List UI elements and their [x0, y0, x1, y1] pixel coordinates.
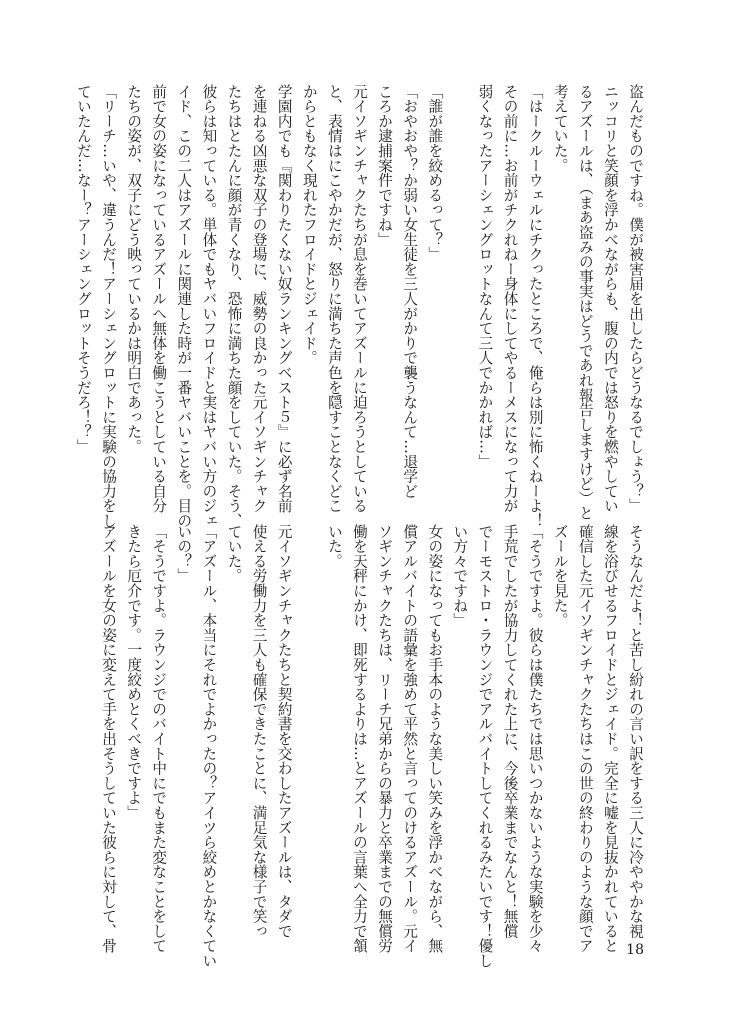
text-line: 「そうですよ。ラウンジでのバイト中にでもまた変なことをして: [150, 524, 168, 954]
text-line: るアズールは、（まあ盗みの事実はどうであれ報告しますけど）と: [576, 84, 594, 521]
text-line: でーモストロ・ラウンジでアルバイトしてくれるみたいです！優し: [476, 524, 494, 968]
text-line: たちはとたんに顔が青くなり、恐怖に満ちた顔をしていた。そう、: [225, 84, 243, 528]
upper-text-block: [74, 84, 648, 528]
text-line: 女の姿になってもお手本のような美しい笑みを浮かべながら、無: [426, 524, 444, 954]
text-line: い方々ですね」: [451, 524, 469, 628]
text-line: 「アズール、本当にそれでよかったの？アイツら絞めとかなくてい: [200, 524, 218, 968]
text-line: その前に…お前がチクれねー身体にしてやるーメスになって力が: [501, 84, 519, 514]
text-line: ソギンチャクたちは、リーチ兄弟からの暴力と卒業までの無償労: [376, 524, 394, 954]
text-line: たちの姿が、双子にどう映っているかは明白であった。: [125, 84, 143, 454]
text-line: いの？」: [175, 524, 193, 584]
page-number: 18: [626, 942, 644, 958]
text-line: ズールを見た。: [551, 524, 569, 628]
text-line: ていた。: [225, 524, 243, 584]
text-line: と、表情はにこやかだが、怒りに満ちた声色を隠すことなくどこ: [325, 84, 343, 514]
text-line: 使える労働力を三人も確保できたことに、満足気な様子で笑っ: [250, 524, 268, 939]
text-line: 「はークルーウェルにチクったところで、俺らは別に怖くねーよ！: [526, 84, 544, 528]
text-line: そうなんだよ！と苦し紛れの言い訳をする三人に冷ややかな視: [627, 524, 644, 939]
text-line: 考えていた。: [551, 84, 569, 173]
text-line: 償アルバイトの語彙を強めて平然と言ってのけるアズール。元イ: [401, 524, 419, 954]
text-line: アズールを女の姿に変えて手を出そうしていた彼らに対して、骨: [100, 524, 118, 954]
text-line: 弱くなったアーシェングロットなんて三人でかかれば…」: [476, 84, 494, 469]
text-line: きたら厄介です。一度絞めとくべきですよ」: [125, 524, 143, 820]
text-line: 「誰が誰を絞めるって？」: [426, 84, 444, 262]
text-line: ていたんだ…なー？アーシェングロットそうだろ！？」: [74, 84, 92, 454]
text-line: 「リーチ…いや、違うんだ！アーシェングロットに実験の協力をし: [100, 84, 118, 528]
text-line: ころか逮捕案件ですね」: [376, 84, 394, 247]
text-line: 「おやおや？か弱い女生徒を三人がかりで襲うなんて…退学ど: [401, 84, 419, 499]
text-line: からともなく現れたフロイドとジェイド。: [300, 84, 318, 366]
text-line: 彼らは知っている。単体でもヤバいフロイドと実はヤバい方のジェ: [200, 84, 218, 528]
text-line: 確信した元イソギンチャクたちはこの世の終わりのような顔でア: [576, 524, 594, 954]
text-line: イド、この二人はアズールに関連した時が一番ヤバいことを。目の: [175, 84, 193, 528]
text-line: 線を浴びせるフロイドとジェイド。完全に嘘を見抜かれていると: [601, 524, 619, 954]
text-line: いた。: [325, 524, 343, 569]
text-line: 盗んだものですね。僕が被害届を出したらどうなるでしょう？」: [627, 84, 644, 514]
text-line: 前で女の姿になっているアズールへ無体を働こうとしている自分: [150, 84, 168, 514]
text-line: [447, 84, 472, 504]
text-line: 手荒でしたが協力してくれた上に、今後卒業までなんと！無償: [501, 524, 519, 939]
text-line: [297, 524, 322, 924]
text-line: ニッコリと笑顔を浮かべながらも、腹の内では怒りを燃やしてい: [601, 84, 619, 514]
text-line: 働を天秤にかけ、即死するよりは…とアズールの言葉へ全力で頷: [350, 524, 368, 954]
text-line: を連ねる凶悪な双子の登場に、威勢の良かった元イソギンチャク: [250, 84, 268, 514]
text-line: 元イソギンチャクたちと契約書を交わしたアズールは、タダで: [275, 524, 293, 939]
text-line: 学園内でも『関わりたくない奴ランキングベスト５』に必ず名前: [275, 84, 293, 514]
text-line: 元イソギンチャクたちが息を巻いてアズールに迫ろうとしている: [350, 84, 368, 514]
text-line: 「そうですよ。彼らは僕たちでは思いつかないような実験を少々: [526, 524, 544, 954]
